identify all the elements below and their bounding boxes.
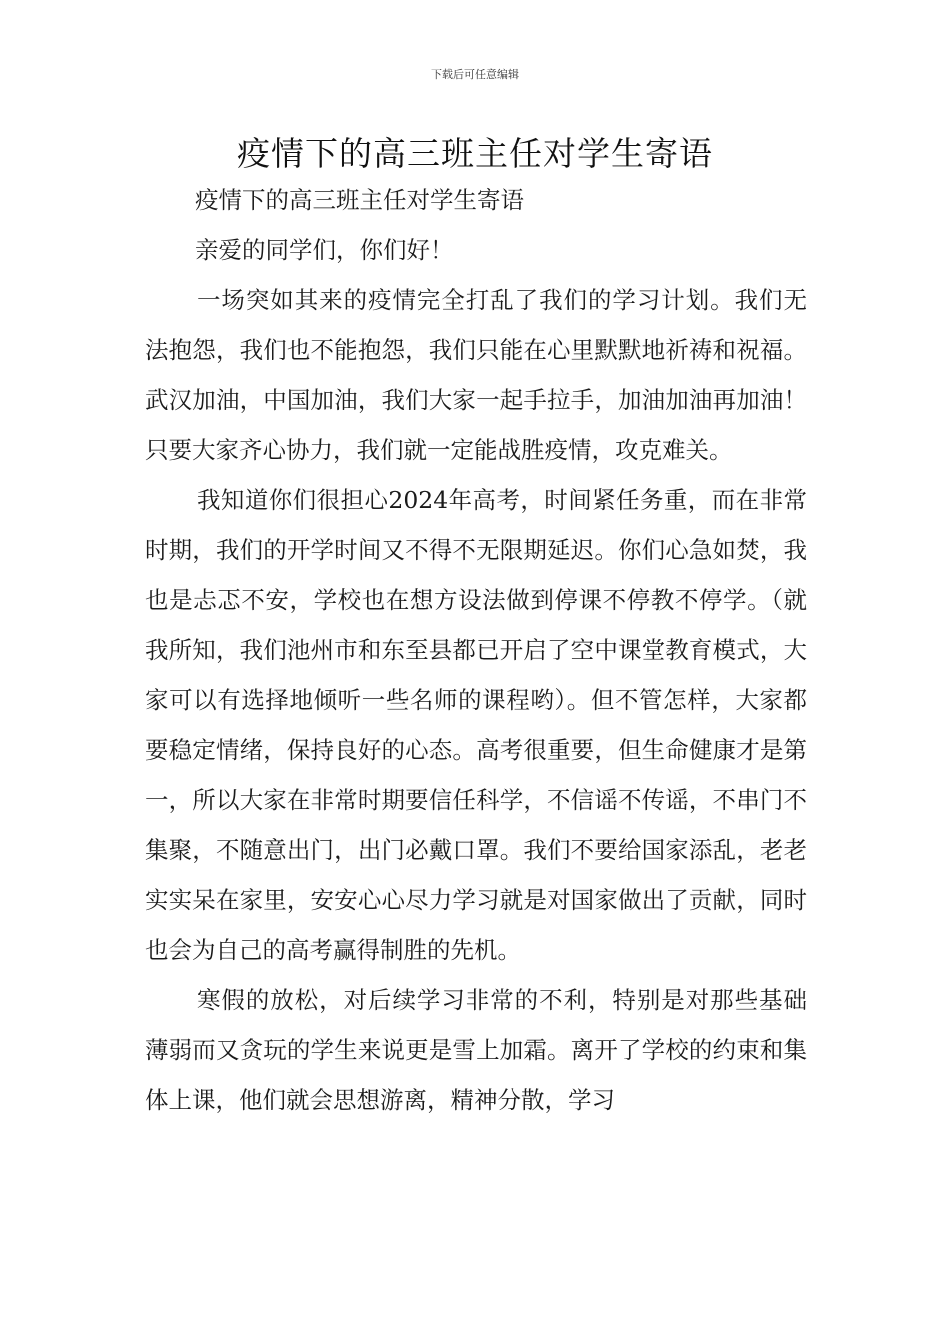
paragraph-greeting: 亲爱的同学们，你们好！ — [195, 236, 454, 264]
paragraph-body: 我知道你们很担心2024年高考，时间紧任务重，而在非常时期，我们的开学时间又不得不无限期延迟。你们心急如焚，我也是忐忑不安，学校也在想方设法做到停课不停教不停学。（就我所知，我们池州市和东至县都已开启了空中课堂教育模式，大家可以有选择地倾听一些名师的课程哟）。但不管怎样，大家都要稳定情绪，保持良好的心态。高考很重要，但生命健康才是第一，所以大家在非常时期要信任科学，不信谣不传谣，不串门不集聚，不随意出门，出门必戴口罩。我们不要给国家添乱，老老实实呆在家里，安安心心尽力学习就是对国家做出了贡献，同时也会为自己的高考赢得制胜的先机。 — [145, 486, 807, 964]
document-body — [145, 175, 807, 1125]
paragraph-body: 一场突如其来的疫情完全打乱了我们的学习计划。我们无法抱怨，我们也不能抱怨，我们只能在心里默默地祈祷和祝福。武汉加油，中国加油，我们大家一起手拉手，加油加油再加油！只要大家齐心协力，我们就一定能战胜疫情，攻克难关。 — [145, 286, 807, 464]
document-title: 疫情下的高三班主任对学生寄语 — [237, 134, 713, 173]
paragraph-subtitle: 疫情下的高三班主任对学生寄语 — [195, 186, 524, 214]
header-note: 下载后可任意编辑 — [431, 68, 519, 81]
paragraph-body: 寒假的放松，对后续学习非常的不利，特别是对那些基础薄弱而又贪玩的学生来说更是雪上加霜。离开了学校的约束和集体上课，他们就会思想游离，精神分散，学习 — [145, 986, 807, 1114]
